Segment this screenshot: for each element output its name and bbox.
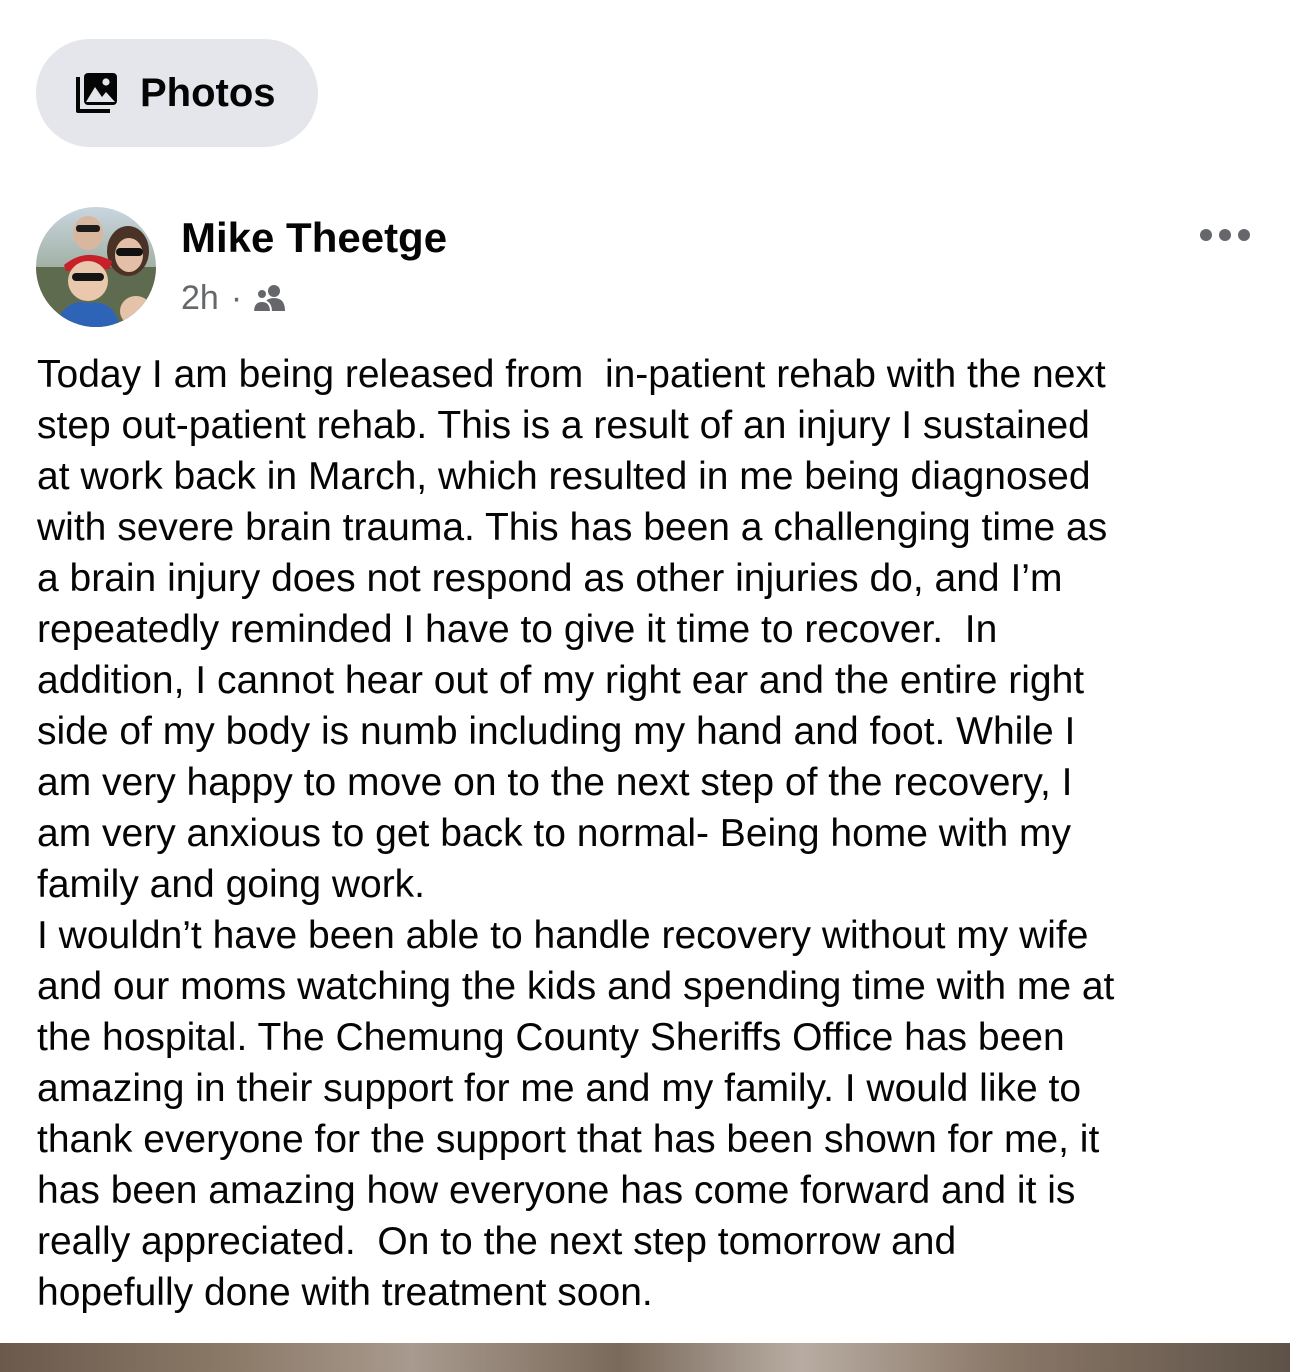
post-photo[interactable] [0, 1343, 1290, 1372]
post-body-line: at work back in March, which resulted in me being diagnosed [37, 455, 1091, 498]
post-body [37, 349, 1272, 1318]
post-body-line: the hospital. The Chemung County Sheriffs Office has been [37, 1016, 1065, 1059]
post-body-line: step out-patient rehab. This is a result of an injury I sustained [37, 404, 1090, 447]
post-body-line: and our moms watching the kids and spending time with me at [37, 965, 1115, 1008]
post-body-line: has been amazing how everyone has come forward and it is [37, 1169, 1076, 1212]
more-options-button[interactable] [1190, 217, 1260, 257]
post-body-line: am very happy to move on to the next step of the recovery, I [37, 761, 1073, 804]
post-body-line: I wouldn’t have been able to handle recovery without my wife [37, 914, 1089, 957]
post-body-line: am very anxious to get back to normal- Being home with my [37, 812, 1071, 855]
post-body-line: a brain injury does not respond as other injuries do, and I’m [37, 557, 1063, 600]
photo-album-icon [72, 71, 120, 115]
author-avatar[interactable] [36, 207, 156, 327]
post-body-line: thank everyone for the support that has been shown for me, it [37, 1118, 1100, 1161]
post-body-line: hopefully done with treatment soon. [37, 1271, 653, 1314]
post-body-line: side of my body is numb including my hand and foot. While I [37, 710, 1076, 753]
post-body-line: repeatedly reminded I have to give it time to recover. In [37, 608, 998, 651]
profile-photo [36, 207, 156, 327]
more-horizontal-icon [1199, 228, 1251, 247]
meta-separator: · [230, 278, 243, 317]
post-body-line: with severe brain trauma. This has been a challenging time as [37, 506, 1108, 549]
photos-button[interactable] [36, 39, 318, 147]
post-body-line: family and going work. [37, 863, 426, 906]
post-meta [181, 278, 288, 318]
post-timestamp[interactable]: 2h [181, 278, 219, 317]
friends-icon[interactable] [252, 283, 288, 313]
post-body-line: Today I am being released from in-patient rehab with the next [37, 353, 1106, 396]
photos-button-label: Photos [140, 70, 276, 115]
author-name[interactable]: Mike Theetge [181, 214, 448, 261]
post-body-line: addition, I cannot hear out of my right ear and the entire right [37, 659, 1085, 702]
post-body-line: amazing in their support for me and my family. I would like to [37, 1067, 1082, 1110]
post-body-line: really appreciated. On to the next step tomorrow and [37, 1220, 957, 1263]
